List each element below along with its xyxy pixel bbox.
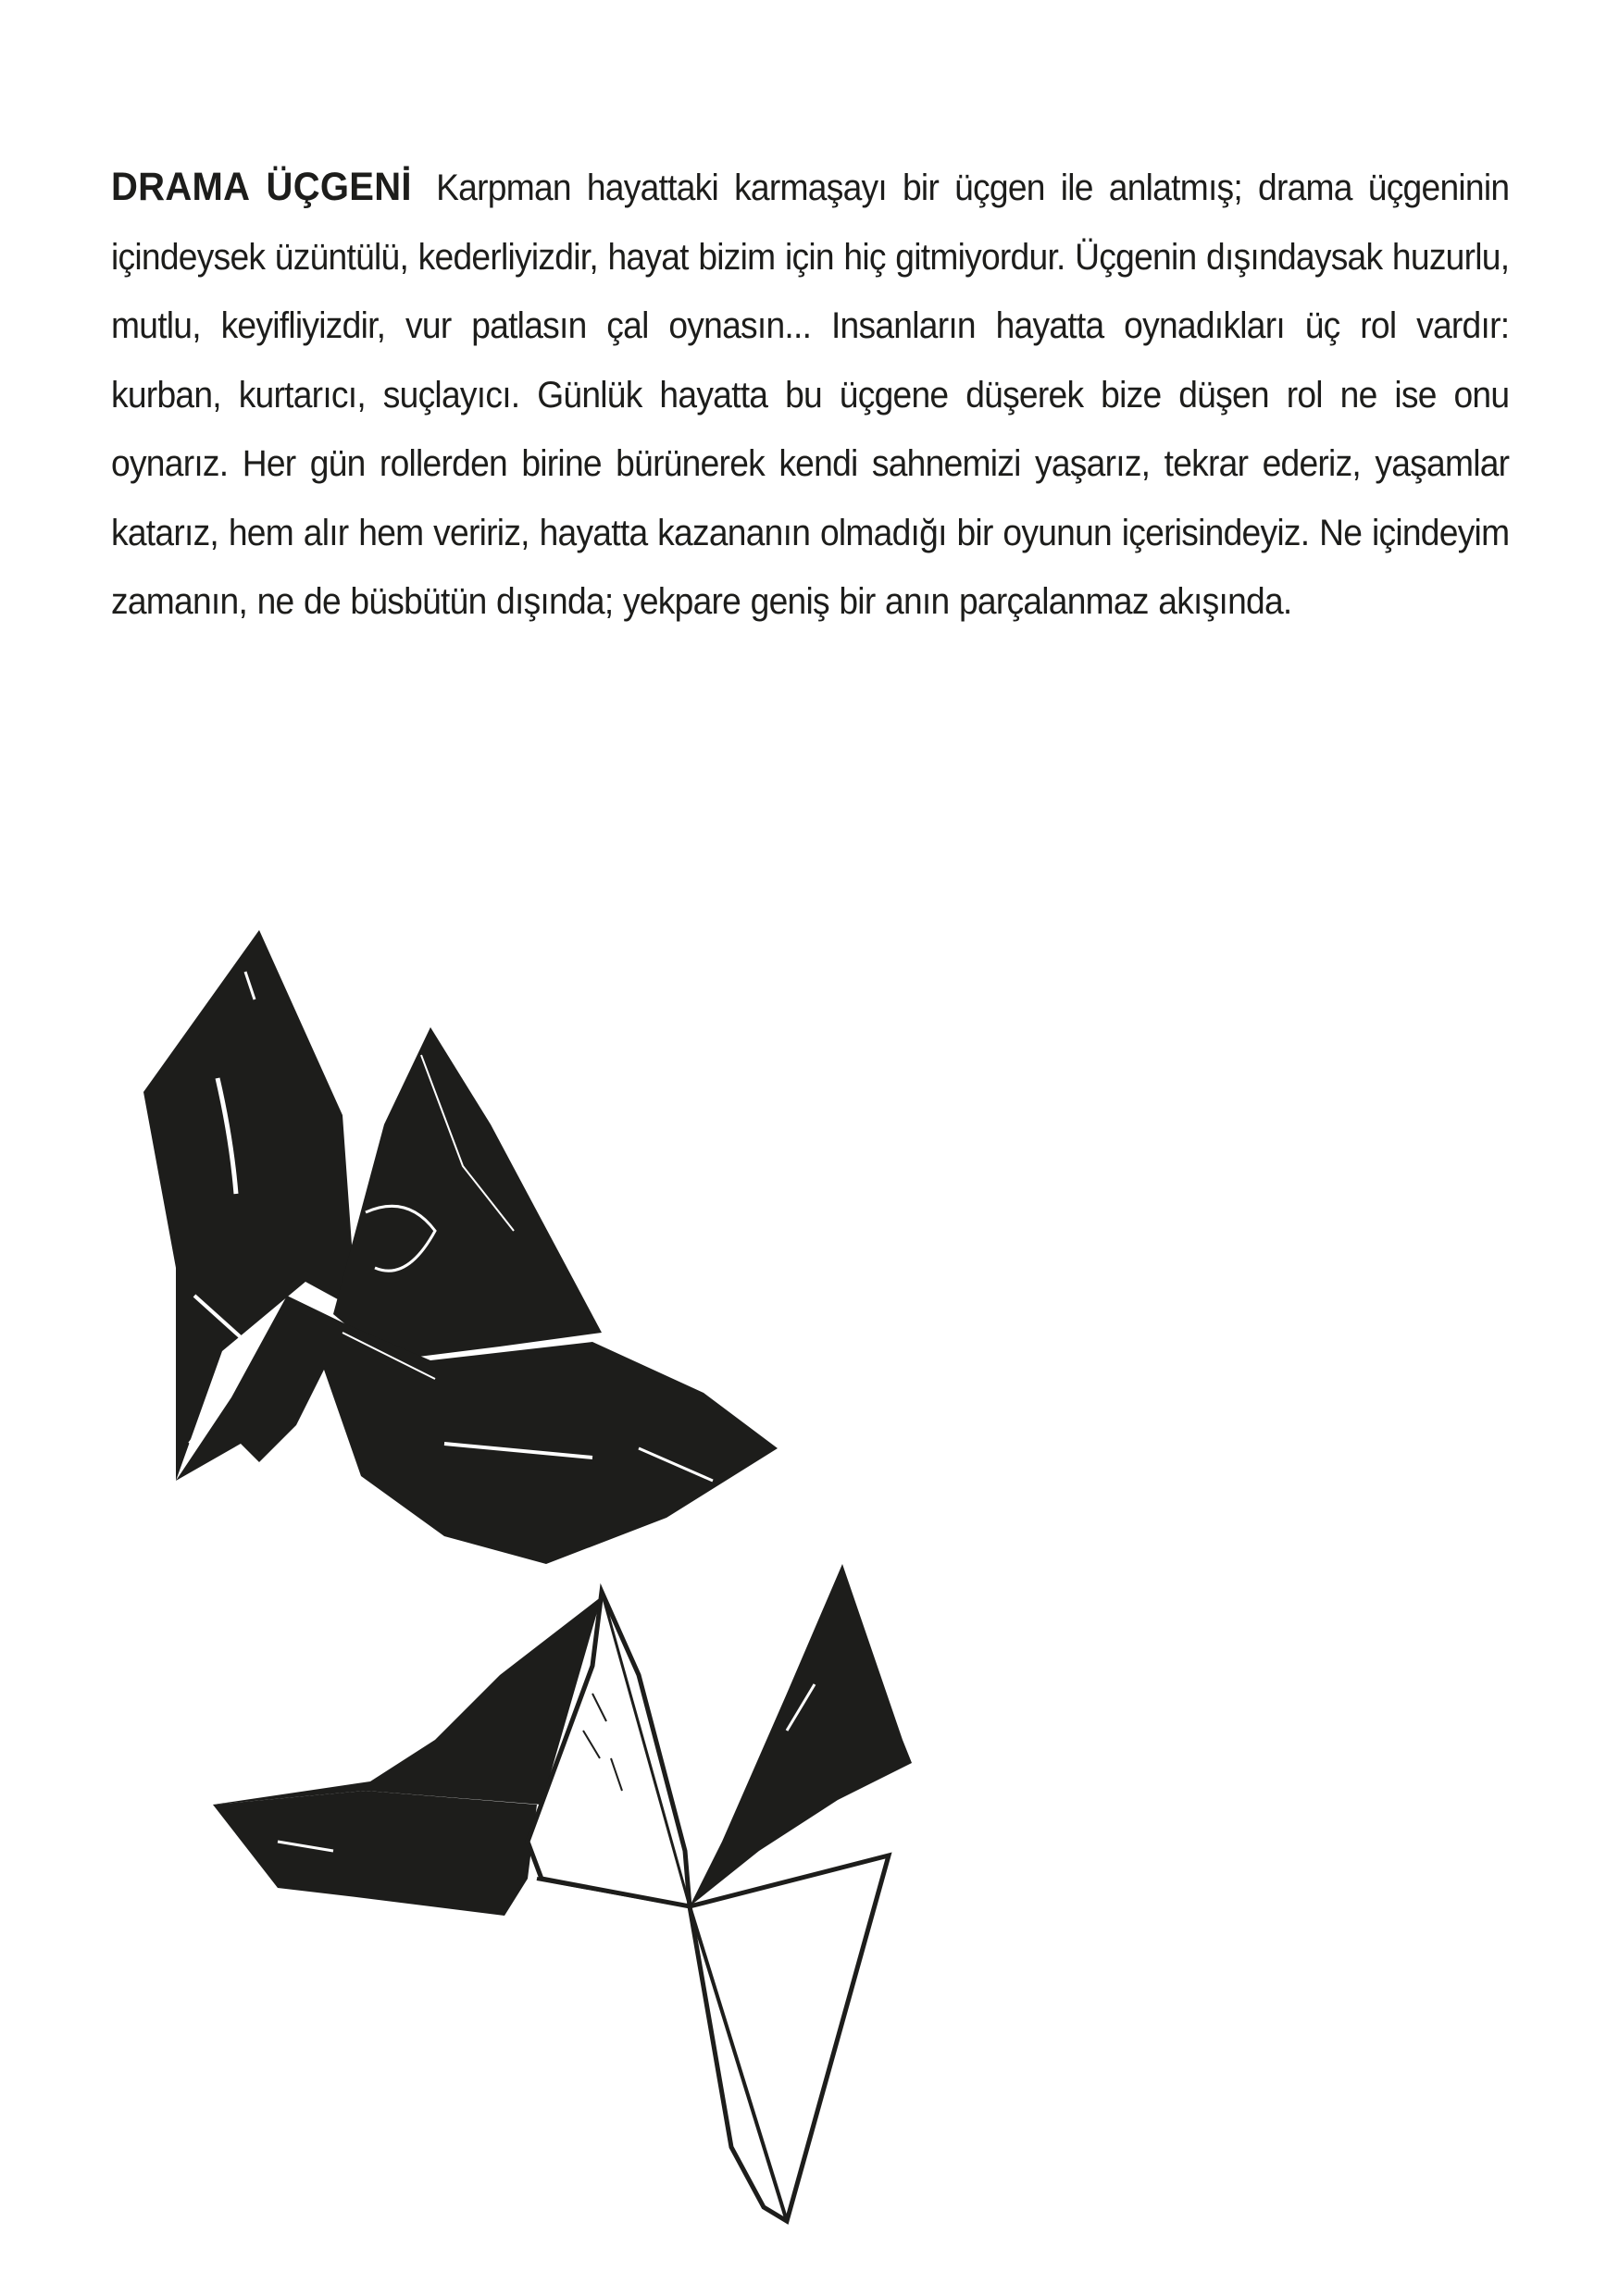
boat-upper-right-sail <box>333 1027 602 1360</box>
boat-lower-left-sail <box>213 1596 602 1805</box>
paper-boat-lower <box>213 1564 912 2221</box>
boat-lower-keel <box>690 1855 889 2221</box>
article-heading: DRAMA ÜÇGENİ <box>111 165 412 209</box>
paper-boat-upper <box>143 930 778 1564</box>
article-body: Karpman hayattaki karmaşayı bir üçgen ile anlatmış; drama üçgeninin içindeysek üzüntülü, kederliyizdir, hayat bizim için hiç gitmiyordur. Üçgenin dışındaysak huzurlu, mutlu, keyifliyizdir, vur patlasın çal oynasın... Insanların hayatta oynadıkları üç rol vardır: kurban, kurtarıcı, suçlayıcı. Günlük hayatta bu üçgene düşerek bize düşen rol ne ise onu oynarız. Her gün rollerden birine bürünerek kendi sahnemizi yaşarız, tekrar ederiz, yaşamlar katarız, hem alır hem veririz, hayatta kazananın olmadığı bir oyunun içerisindeyiz. Ne içindeyim zamanın, ne de büsbütün dışında; yekpare geniş bir anın parçalanmaz akışında. <box>111 168 1510 622</box>
boat-lower-right-sail <box>690 1564 912 1906</box>
boat-lower-hull-left <box>213 1791 537 1916</box>
